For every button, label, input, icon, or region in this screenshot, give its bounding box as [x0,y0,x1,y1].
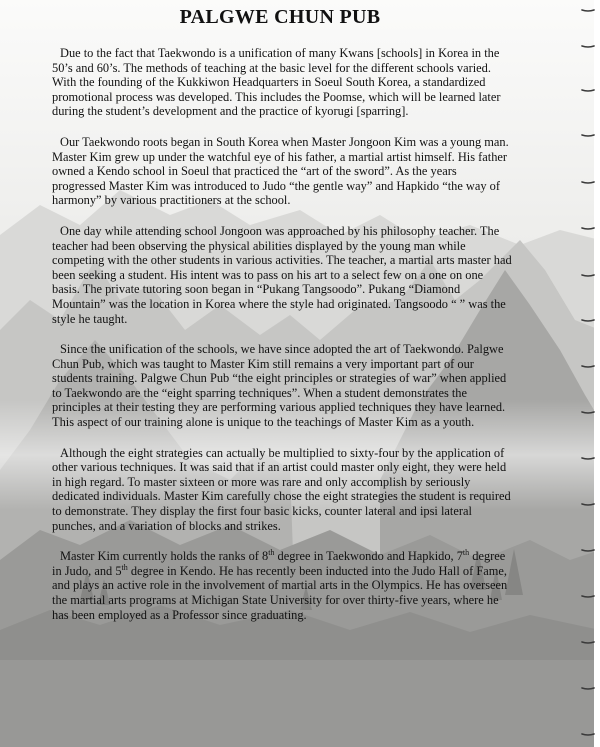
paragraph-text: Since the unification of the schools, we have since adopted the art of Taekwondo. Palgwe Chun Pub, which was taught to Master Kim still remains a very important part of our students training. Palgwe Chun Pub “the eight principles or strategies of war” when applied to Taekwondo are the “eight sparring techniques”. When a student demonstrates the principles at their testing they are performing various applied techniques they have learned. This aspect of our training alone is unique to the teachings of Master Kim as a youth. [52,342,507,430]
paragraph [52,135,512,208]
paragraph-text: Our Taekwondo roots began in South Korea when Master Jongoon Kim was a young man. Master Kim grew up under the watchful eye of his father, a martial artist himself. His father owned a Kendo school in Soeul that practiced the “art of the sword”. As the years progressed Master Kim was introduced to Judo “the gentle way” and Hapkido “the way of harmony” by various practitioners at the school. [52,134,509,208]
paragraph [52,46,512,119]
ordinal-superscript: th [268,548,275,558]
paragraph [52,446,512,534]
article-body [52,46,512,638]
paragraph-text: Due to the fact that Taekwondo is a unification of many Kwans [schools] in Korea in the 50’s and 60’s. The methods of teaching at the basic level for the different schools varied. With the founding of the Kukkiwon Headquarters in Soeul South Korea, a standardized promotional process was developed. This includes the Poomse, which will be learned later during the student’s development and the practice of kyorugi [sparring]. [52,46,501,119]
ordinal-superscript: th [121,562,128,572]
paragraph-text: Although the eight strategies can actually be multiplied to sixty-four by the application of other various techniques. It was said that if an artist could master only eight, they were held in high regard. To master sixteen or more was rare and only accomplish by seriously dedicated individuals. Master Kim carefully chose the eight strategies the student is required to demonstrate. They display the first four basic kicks, counter lateral and ipsi lateral punches, and a variation of blocks and strikes. [52,445,511,533]
ordinal-superscript: th [462,548,470,558]
paragraph [52,224,512,326]
paragraph [52,549,512,622]
paragraph-text: degree in Judo, and 5 [52,549,506,578]
paragraph-text: One day while attending school Jongoon was approached by his philosophy teacher. The teacher had been observing the physical abilities displayed by the young man while competing with the other students in various activities. The teacher, a martial arts master had been seeking a student. His intent was to pass on his art to a select few on a one on one basis. The private tutoring soon began in “Pukang Tangsoodo”. Pukang “Diamond Mountain” was the location in Korea where the style had originated. Tangsoodo “ ” was the style he taught. [52,223,512,326]
paragraph-text: Master Kim currently holds the ranks of 8 [60,549,269,564]
paragraph-text: degree in Taekwondo and Hapkido, 7 [274,549,463,564]
paragraph [52,342,512,430]
paragraph-text: degree in Kendo. He has recently been inducted into the Judo Hall of Fame, and plays an active role in the involvement of martial arts in the Olympics. He has overseen the martial arts programs at Michigan State University for over thirty-five years, where he has been employed as a Professor since graduating. [52,563,508,622]
page-title: PALGWE CHUN PUB [179,6,381,28]
notebook-binding-edge [574,0,600,747]
